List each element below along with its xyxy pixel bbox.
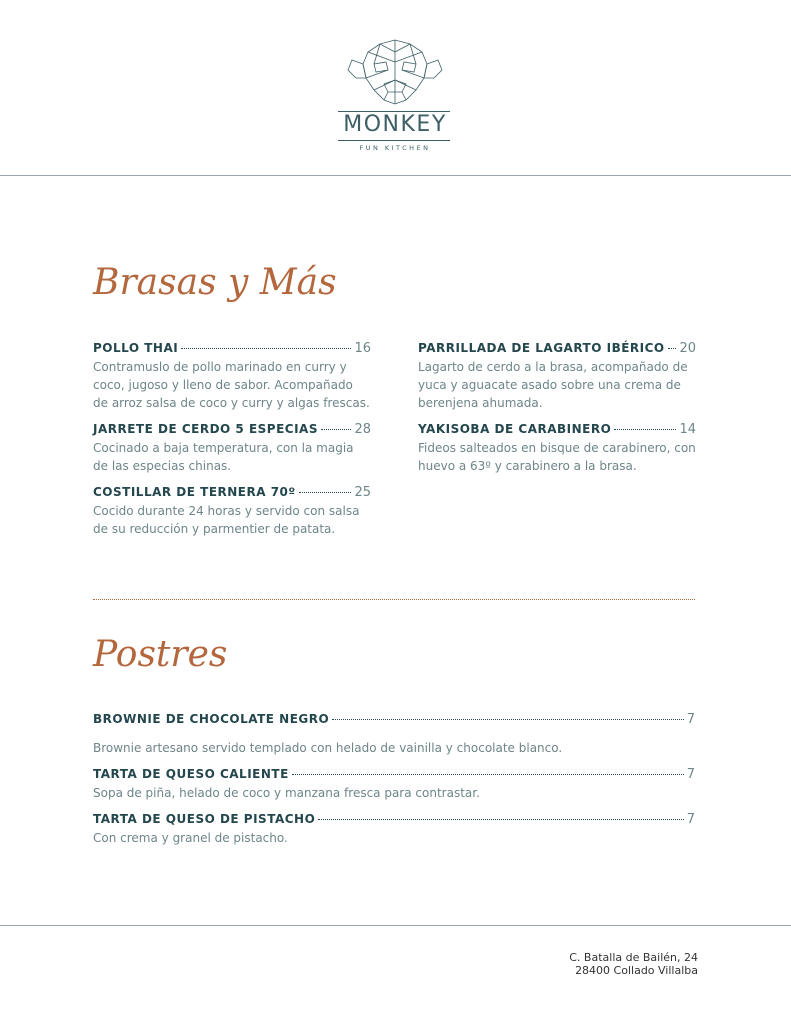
item-description: Contramuslo de pollo marinado en curry y coco, jugoso y lleno de sabor. Acompañado de arroz salsa de coco y curry y algas frescas. (93, 360, 370, 410)
leader-dots (181, 348, 351, 349)
address (569, 951, 698, 977)
menu-item (93, 422, 371, 475)
item-name: YAKISOBA DE CARABINERO (418, 422, 612, 436)
address-line2: 28400 Collado Villalba (575, 964, 698, 977)
item-name: TARTA DE QUESO DE PISTACHO (93, 812, 316, 826)
menu-item (93, 767, 695, 802)
menu-item (93, 712, 695, 757)
item-name: POLLO THAI (93, 341, 179, 355)
item-price: 16 (354, 341, 371, 356)
item-name: COSTILLAR DE TERNERA 70º (93, 485, 296, 499)
item-name: TARTA DE QUESO CALIENTE (93, 767, 289, 781)
leader-dots (332, 719, 684, 720)
postres-list (93, 712, 695, 857)
leader-dots (321, 429, 351, 430)
item-description: Fideos salteados en bisque de carabinero, con huevo a 63º y carabinero a la brasa. (418, 441, 696, 473)
item-description: Brownie artesano servido templado con helado de vainilla y chocolate blanco. (93, 741, 563, 755)
section-divider (93, 599, 695, 600)
item-name: JARRETE DE CERDO 5 ESPECIAS (93, 422, 318, 436)
item-price: 25 (354, 485, 371, 500)
leader-dots (614, 429, 676, 430)
item-price: 20 (679, 341, 696, 356)
brasas-right-column (418, 341, 696, 485)
menu-item (93, 812, 695, 847)
item-name: BROWNIE DE CHOCOLATE NEGRO (93, 712, 330, 726)
leader-dots (299, 492, 352, 493)
item-name: PARRILLADA DE LAGARTO IBÉRICO (418, 341, 665, 355)
brand-rule-bottom (338, 140, 450, 141)
item-price: 14 (679, 422, 696, 437)
menu-item (93, 485, 371, 538)
monkey-head-icon (330, 34, 460, 114)
header-divider (0, 175, 791, 176)
footer-divider (0, 925, 791, 926)
menu-item (418, 422, 696, 475)
item-price: 7 (686, 767, 695, 782)
item-price: 28 (354, 422, 371, 437)
brasas-left-column (93, 341, 371, 548)
brand-tagline: FUN KITCHEN (359, 144, 431, 152)
item-description: Cocido durante 24 horas y servido con salsa de su reducción y parmentier de patata. (93, 504, 360, 536)
address-line1: C. Batalla de Bailén, 24 (569, 951, 698, 964)
leader-dots (318, 819, 683, 820)
leader-dots (292, 774, 684, 775)
item-description: Lagarto de cerdo a la brasa, acompañado de yuca y aguacate asado sobre una crema de berenjena ahumada. (418, 360, 688, 410)
item-description: Cocinado a baja temperatura, con la magia de las especias chinas. (93, 441, 354, 473)
leader-dots (668, 348, 677, 349)
section-title-brasas: Brasas y Más (93, 262, 337, 303)
item-price: 7 (686, 712, 695, 727)
menu-item (418, 341, 696, 412)
section-title-postres: Postres (93, 634, 228, 675)
brand-name: MONKEY (343, 112, 447, 137)
menu-item (93, 341, 371, 412)
item-price: 7 (686, 812, 695, 827)
item-description: Con crema y granel de pistacho. (93, 831, 288, 845)
item-description: Sopa de piña, helado de coco y manzana fresca para contrastar. (93, 786, 480, 800)
